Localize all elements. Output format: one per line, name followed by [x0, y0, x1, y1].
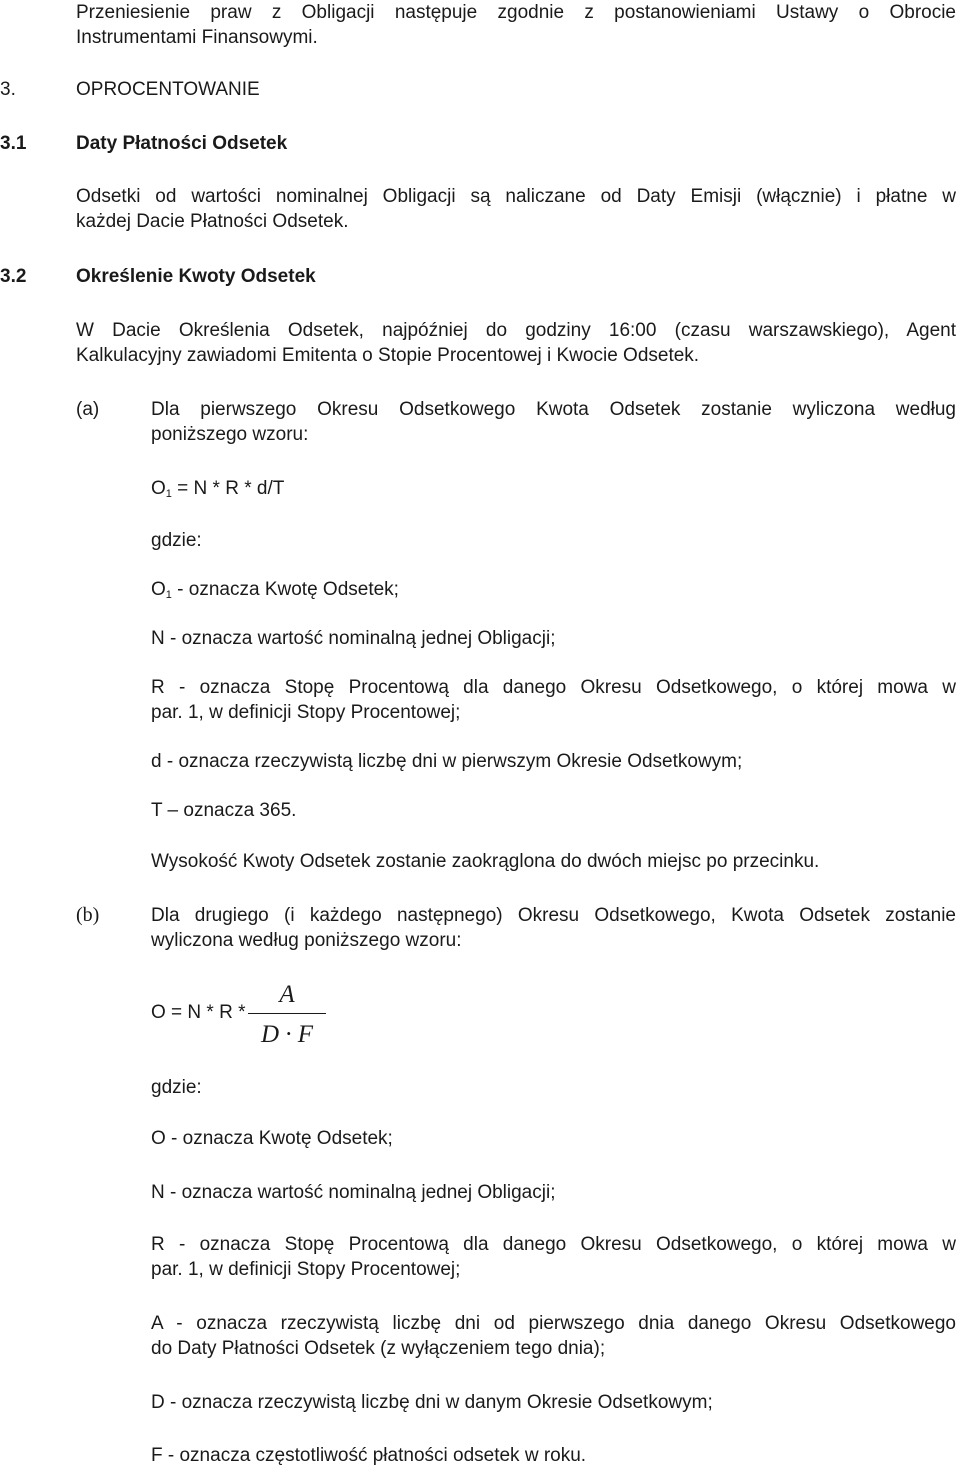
section-3-1-text-line-1: Odsetki od wartości nominalnej Obligacji są naliczane od Daty Emisji (włącznie) i płatne w	[76, 186, 956, 207]
section-3-title: OPROCENTOWANIE	[76, 79, 260, 100]
def-o-text: - oznacza Kwotę Odsetek;	[171, 579, 399, 600]
part-a-def-t: T – oznacza 365.	[151, 800, 297, 821]
def-o-letter: O	[151, 579, 166, 600]
part-b-intro-line-2: wyliczona według poniższego wzoru:	[151, 930, 462, 951]
part-a-def-n: N - oznacza wartość nominalną jednej Obligacji;	[151, 628, 556, 649]
fraction-numerator: A	[279, 981, 295, 1008]
part-a-rounding-note: Wysokość Kwoty Odsetek zostanie zaokrąglona do dwóch miejsc po przecinku.	[151, 851, 820, 872]
part-b-formula-left: O = N * R *	[151, 1002, 246, 1023]
part-a-def-r-line-1: R - oznacza Stopę Procentową dla danego Okresu Odsetkowego, o której mowa w	[151, 677, 956, 698]
part-b-intro-line-1: Dla drugiego (i każdego następnego) Okresu Odsetkowego, Kwota Odsetek zostanie	[151, 905, 956, 926]
section-3-2-text-line-1: W Dacie Określenia Odsetek, najpóźniej do godziny 16:00 (czasu warszawskiego), Agent	[76, 320, 956, 341]
fraction-bar	[248, 1013, 326, 1014]
section-3-1-number: 3.1	[0, 133, 27, 154]
part-a-def-r-line-2: par. 1, w definicji Stopy Procentowej;	[151, 702, 461, 723]
section-3-1-title: Daty Płatności Odsetek	[76, 133, 288, 154]
section-3-2-number: 3.2	[0, 266, 27, 287]
part-a-gdzie: gdzie:	[151, 530, 202, 551]
formula-o-letter: O	[151, 478, 166, 499]
fraction-denominator: D · F	[260, 1021, 314, 1048]
part-b-label: (b)	[76, 904, 100, 926]
section-3-number: 3.	[0, 79, 16, 100]
intro-line-1: Przeniesienie praw z Obligacji następuje zgodnie z postanowieniami Ustawy o Obrocie	[76, 2, 956, 23]
part-a-def-d: d - oznacza rzeczywistą liczbę dni w pierwszym Okresie Odsetkowym;	[151, 751, 743, 772]
formula-rest: = N * R * d/T	[171, 478, 285, 499]
part-a-intro-line-2: poniższego wzoru:	[151, 424, 309, 445]
part-a-label: (a)	[76, 399, 100, 420]
section-3-1-text-line-2: każdej Dacie Płatności Odsetek.	[76, 211, 349, 232]
part-b-def-n: N - oznacza wartość nominalną jednej Obligacji;	[151, 1182, 556, 1203]
part-b-def-o: O - oznacza Kwotę Odsetek;	[151, 1128, 393, 1149]
part-b-gdzie: gdzie:	[151, 1077, 202, 1098]
part-b-def-a-line-1: A - oznacza rzeczywistą liczbę dni od pierwszego dnia danego Okresu Odsetkowego	[151, 1313, 956, 1334]
part-b-def-r-line-2: par. 1, w definicji Stopy Procentowej;	[151, 1259, 461, 1280]
section-3-2-text-line-2: Kalkulacyjny zawiadomi Emitenta o Stopie Procentowej i Kwocie Odsetek.	[76, 345, 700, 366]
intro-line-2: Instrumentami Finansowymi.	[76, 27, 318, 48]
formula-o-subscript: 1	[165, 488, 172, 500]
part-b-def-f: F - oznacza częstotliwość płatności odsetek w roku.	[151, 1445, 587, 1466]
part-b-formula-fraction	[248, 980, 326, 1060]
def-o-subscript: 1	[165, 589, 172, 601]
section-3-2-title: Określenie Kwoty Odsetek	[76, 266, 316, 287]
part-a-formula	[151, 476, 284, 501]
part-b-def-d: D - oznacza rzeczywistą liczbę dni w danym Okresie Odsetkowym;	[151, 1392, 713, 1413]
part-b-def-r-line-1: R - oznacza Stopę Procentową dla danego Okresu Odsetkowego, o której mowa w	[151, 1234, 956, 1255]
part-a-def-o	[151, 577, 399, 602]
part-a-intro-line-1: Dla pierwszego Okresu Odsetkowego Kwota Odsetek zostanie wyliczona według	[151, 399, 956, 420]
part-b-def-a-line-2: do Daty Płatności Odsetek (z wyłączeniem tego dnia);	[151, 1338, 606, 1359]
